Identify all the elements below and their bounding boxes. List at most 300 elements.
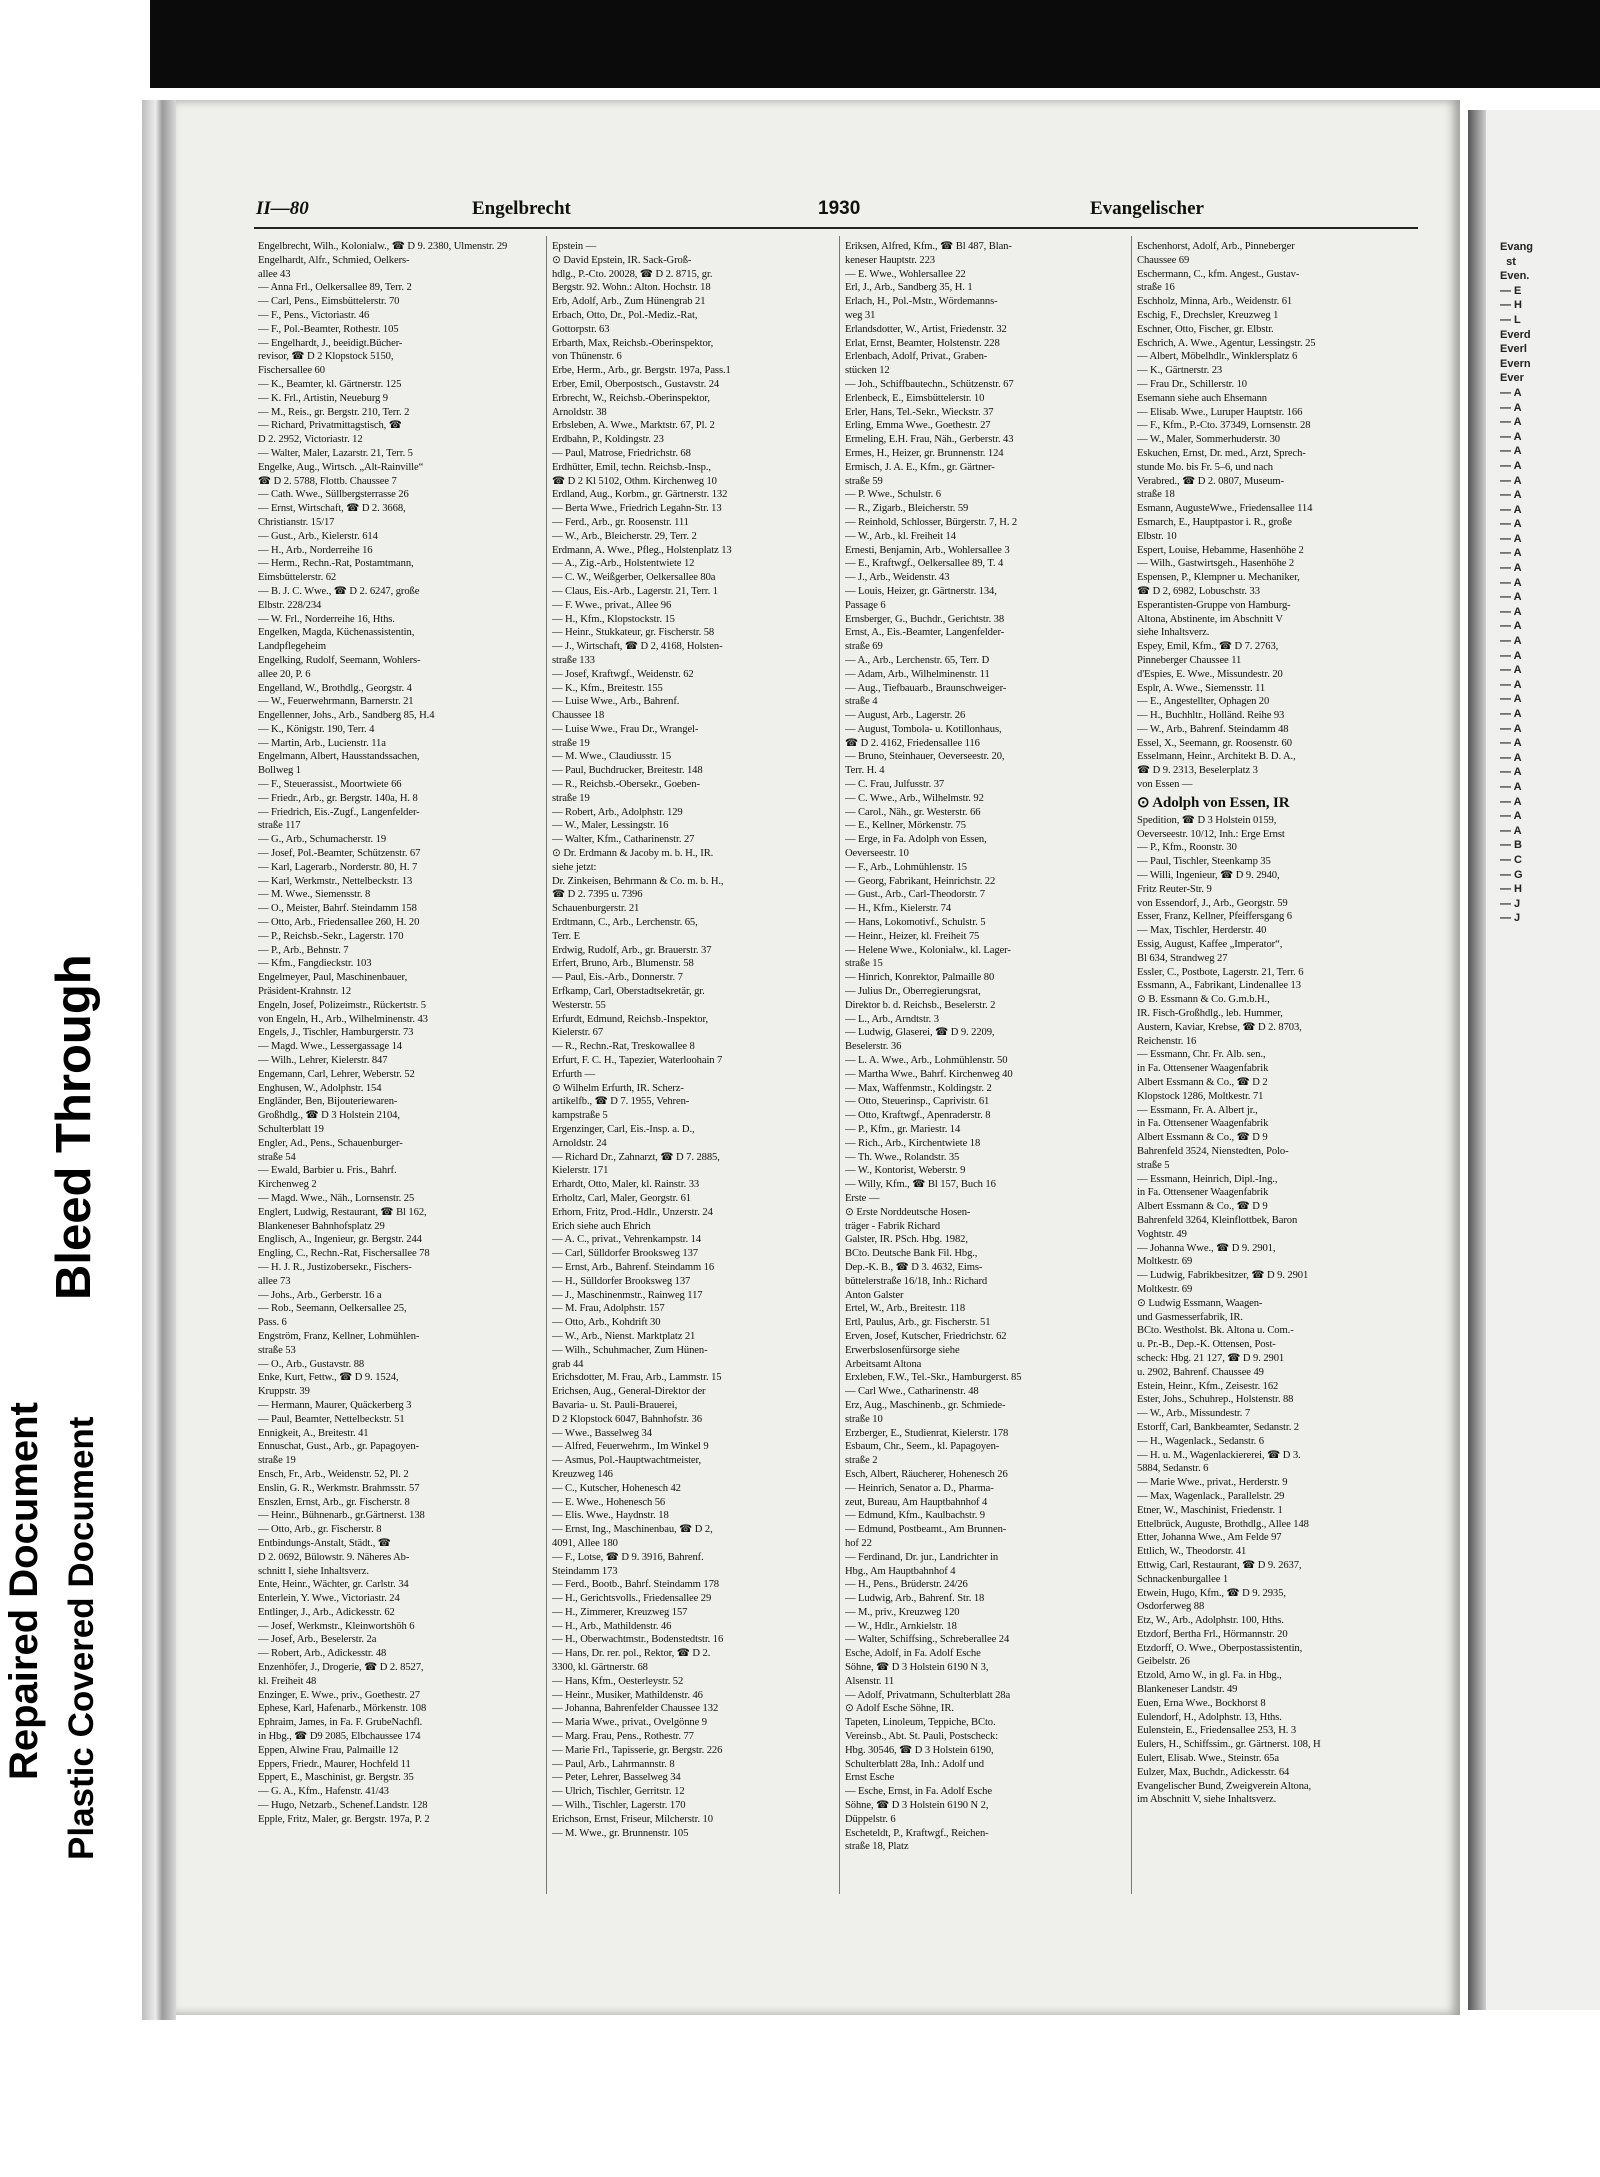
directory-entry: — Ferd., Arb., gr. Roosenstr. 111 [552,516,689,528]
directory-entry: Erdtmann, C., Arb., Lerchenstr. 65, [552,917,698,929]
directory-entry: — H. u. M., Wagenlackiererei, ☎ D 3. [1137,1449,1301,1461]
directory-entry: — J., Wirtschaft, ☎ D 2, 4168, Holsten- [552,641,723,653]
directory-entry: — Cath. Wwe., Süllbergsterrasse 26 [258,489,409,501]
directory-entry: Ergenzinger, Carl, Eis.-Insp. a. D., [552,1124,695,1135]
directory-entry: Steindamm 173 [552,1565,618,1577]
directory-entry: Engelland, W., Brothdlg., Georgstr. 4 [258,682,412,694]
directory-entry: — Luise Wwe., Frau Dr., Wrangel- [552,723,699,735]
directory-entry: — Essmann, Chr. Fr. Alb. sen., [1137,1049,1266,1061]
directory-entry: — H., Kfm., Kielerstr. 74 [845,903,952,915]
directory-entry: Erlandsdotter, W., Artist, Friedenstr. 32 [845,323,1007,335]
next-page-strip [1468,110,1600,2010]
directory-entry: — W., Maler, Sommerhuderstr. 30 [1137,434,1281,446]
directory-entry: artikelfb., ☎ D 7. 1955, Vehren- [552,1096,690,1108]
directory-entry: — Otto, Arb., gr. Fischerstr. 8 [258,1524,382,1536]
directory-entry: Erichsen, Aug., General-Direktor der [552,1386,706,1398]
directory-entry: Entbindungs-Anstalt, Städt., ☎ [258,1537,391,1549]
directory-entry: — R., Reichsb.-Obersekr., Goeben- [552,779,700,791]
directory-entry: — Marie Wwe., privat., Herderstr. 9 [1137,1477,1288,1489]
next-page-text: Evang st Even. — E — H — L Everd Everl Evern Ever — A — A — A — A — A — A — A — A — A — A — A — A — A — A — A — A — A — A — A — A — A — A — A — A — A — A — A — A — A — A — A — B — C — G — H — J — J [1500,241,1534,925]
directory-entry: Kreuzweg 146 [552,1468,613,1480]
directory-entry: Terr. E [552,930,580,942]
directory-entry: Engelbrecht, Wilh., Kolonialw., ☎ D 9. 2380, Ulmenstr. 29 [258,241,508,252]
directory-entry: Vereinsb., Abt. St. Pauli, Postscheck: [845,1731,999,1743]
directory-entry: — Paul, Beamter, Nettelbeckstr. 51 [258,1413,405,1425]
directory-entry: Erber, Emil, Oberpostsch., Gustavstr. 24 [552,378,720,390]
directory-entry: Bollweg 1 [258,765,301,777]
directory-entry: Voghtstr. 49 [1137,1228,1187,1240]
directory-entry: Eschrich, A. Wwe., Agentur, Lessingstr. 25 [1137,337,1316,349]
directory-entry: — W. Frl., Norderreihe 16, Hths. [258,613,395,625]
directory-entry: ☎ D 2. 5788, Flottb. Chaussee 7 [258,475,397,487]
directory-entry: Düppelstr. 6 [845,1813,896,1825]
directory-entry: Ertel, W., Arb., Breitestr. 118 [845,1303,966,1315]
directory-entry: Spedition, ☎ D 3 Holstein 0159, [1137,814,1277,826]
directory-entry: — Luise Wwe., Arb., Bahrenf. [552,696,680,708]
directory-entry: — Bruno, Steinhauer, Oeverseestr. 20, [845,751,1005,763]
directory-entry: — Robert, Arb., Adickesstr. 48 [258,1648,387,1660]
directory-entry: — M. Wwe., Siemensstr. 8 [258,889,371,901]
directory-entry: Christianstr. 15/17 [258,516,335,528]
directory-entry: — Helene Wwe., Kolonialw., kl. Lager- [845,944,1011,956]
directory-entry: von Essen — [1137,779,1193,791]
directory-entry: — Wilh., Tischler, Lagerstr. 170 [552,1800,686,1812]
directory-entry: Moltkestr. 69 [1137,1283,1193,1295]
directory-entry: Estein, Heinr., Kfm., Zeisestr. 162 [1137,1380,1279,1392]
directory-entry: Reichenstr. 16 [1137,1035,1197,1047]
directory-entry: — W., Arb., kl. Freiheit 14 [845,530,956,542]
directory-entry: — Heinr., Heizer, kl. Freiheit 75 [845,930,980,942]
directory-entry: Erdbahn, P., Koldingstr. 23 [552,434,664,446]
directory-entry: — J., Arb., Weidenstr. 43 [845,572,950,584]
directory-entry: — G. A., Kfm., Hafenstr. 41/43 [258,1786,389,1798]
directory-entry: Bahrenfeld 3264, Kleinflottbek, Baron [1137,1214,1298,1226]
directory-entry: — Josef, Pol.-Beamter, Schützenstr. 67 [258,848,421,860]
directory-entry: Terr. H. 4 [845,765,885,777]
directory-entry: Etner, W., Maschinist, Friedenstr. 1 [1137,1504,1283,1516]
directory-entry: Erbsleben, A. Wwe., Marktstr. 67, Pl. 2 [552,420,715,432]
directory-entry: — F., Steuerassist., Moortwiete 66 [258,779,402,791]
directory-entry: — M., Reis., gr. Bergstr. 210, Terr. 2 [258,406,410,418]
directory-entry: — Adolf, Privatmann, Schulterblatt 28a [845,1689,1011,1701]
directory-entry: — C. W., Weißgerber, Oelkersallee 80a [552,572,716,584]
header-rule [254,227,1418,229]
scan-top-border [0,0,1600,88]
directory-entry: Eulendorf, H., Adolphstr. 13, Hths. [1137,1711,1282,1723]
directory-entry: Bergstr. 92. Wohn.: Alton. Hochstr. 18 [552,282,711,294]
directory-entry: ⊙ David Epstein, IR. Sack-Groß- [552,254,692,266]
directory-entry: Estorff, Carl, Bankbeamter, Sedanstr. 2 [1137,1421,1299,1433]
directory-entry: Erven, Josef, Kutscher, Friedrichstr. 62 [845,1330,1007,1342]
directory-entry: — H., Gerichtsvolls., Friedensallee 29 [552,1593,712,1605]
directory-entry: u. Pr.-B., Dep.-K. Ottensen, Post- [1137,1339,1276,1351]
directory-entry: Erdwig, Rudolf, Arb., gr. Brauerstr. 37 [552,944,712,956]
directory-entry: D 2 Klopstock 6047, Bahnhofstr. 36 [552,1413,702,1425]
directory-entry: Etzold, Arno W., in gl. Fa. in Hbg., [1137,1670,1282,1682]
directory-entry: Erling, Emma Wwe., Goethestr. 27 [845,420,991,432]
directory-entry: Espey, Emil, Kfm., ☎ D 7. 2763, [1137,641,1279,653]
directory-entry: Erfurdt, Edmund, Reichsb.-Inspektor, [552,1013,709,1025]
directory-entry: — Robert, Arb., Adolphstr. 129 [552,806,683,818]
directory-entry: Kruppstr. 39 [258,1386,310,1398]
directory-entry: Eulert, Elisab. Wwe., Steinstr. 65a [1137,1753,1279,1765]
directory-entry: Erichson, Ernst, Friseur, Milcherstr. 10 [552,1813,713,1825]
directory-entry: — P., Kfm., Roonstr. 30 [1137,842,1237,854]
directory-entry: — L. A. Wwe., Arb., Lohmühlenstr. 50 [845,1055,1008,1067]
directory-entry: — H., Buchhltr., Holländ. Reihe 93 [1137,710,1285,722]
directory-column-3 [845,240,1115,1854]
directory-entry: Engellenner, Johs., Arb., Sandberg 85, H.4 [258,710,435,722]
directory-entry: Erzberger, E., Studienrat, Kielerstr. 178 [845,1427,1009,1439]
directory-entry: — Magd. Wwe., Näh., Lornsenstr. 25 [258,1192,415,1204]
directory-entry: — Paul, Matrose, Friedrichstr. 68 [552,447,691,459]
column-divider [1131,236,1132,1894]
directory-entry: und Gasmesserfabrik, IR. [1137,1311,1243,1323]
directory-entry: Schulterblatt 28a, Inh.: Adolf und [845,1758,985,1770]
directory-entry: — Richard, Privatmittagstisch, ☎ [258,420,402,432]
directory-entry: — A., Zig.-Arb., Holstentwiete 12 [552,558,695,570]
directory-entry: — Engelhardt, J., beeidigt.Bücher- [258,337,403,349]
directory-entry: — O., Meister, Bahrf. Steindamm 158 [258,903,417,915]
directory-entry: Erl, J., Arb., Sandberg 35, H. 1 [845,282,973,294]
directory-entry: Esche, Adolf, in Fa. Adolf Esche [845,1648,981,1660]
directory-entry: — Frau Dr., Schillerstr. 10 [1137,378,1247,390]
directory-entry: Engelhardt, Alfr., Schmied, Oelkers- [258,254,410,266]
directory-entry: Essel, X., Seemann, gr. Roosenstr. 60 [1137,737,1292,749]
directory-entry: — F., Kfm., P.-Cto. 37349, Lornsenstr. 28 [1137,420,1311,432]
directory-entry: — August, Tombola- u. Kotillonhaus, [845,723,1002,735]
directory-entry: — Wilh., Schuhmacher, Zum Hünen- [552,1344,708,1356]
directory-entry: — W., Feuerwehrmann, Barnerstr. 21 [258,696,414,708]
directory-entry: Erdland, Aug., Korbm., gr. Gärtnerstr. 132 [552,489,728,501]
directory-entry: — W., Arb., Bahrenf. Steindamm 48 [1137,723,1289,735]
header-year: 1930 [818,198,861,219]
directory-entry: keneser Hauptstr. 223 [845,254,935,266]
directory-entry: straße 19 [258,1455,296,1467]
directory-entry: straße 15 [845,958,883,970]
directory-entry: 4091, Allee 180 [552,1537,618,1549]
directory-entry: Erxleben, F.W., Tel.-Skr., Hamburgerst. 85 [845,1372,1022,1384]
directory-entry: Erhorn, Fritz, Prod.-Hdlr., Unzerstr. 24 [552,1206,713,1218]
directory-entry: — H., Pens., Brüderstr. 24/26 [845,1579,968,1591]
directory-entry: Engelken, Magda, Küchenassistentin, [258,627,415,639]
directory-entry: — Alfred, Feuerwehrm., Im Winkel 9 [552,1441,709,1453]
directory-entry: — Carol., Näh., gr. Westerstr. 66 [845,806,981,818]
directory-entry: allee 73 [258,1275,291,1287]
directory-entry: — Herm., Rechn.-Rat, Postamtmann, [258,558,414,570]
directory-entry: Elbstr. 10 [1137,530,1177,542]
directory-entry: Ernsberger, G., Buchdr., Gerichtstr. 38 [845,613,1005,625]
directory-entry: Ernst Esche [845,1772,895,1784]
directory-entry: Engelke, Aug., Wirtsch. „Alt-Rainville“ [258,461,424,473]
directory-entry: Eschenhorst, Adolf, Arb., Pinneberger [1137,241,1295,252]
directory-entry: Pinneberger Chaussee 11 [1137,654,1242,666]
directory-entry: — Albert, Möbelhdlr., Winklersplatz 6 [1137,351,1298,363]
directory-entry: straße 18 [1137,489,1175,501]
directory-entry: hof 22 [845,1537,872,1549]
directory-entry: u. 2902, Bahrenf. Chaussee 49 [1137,1366,1264,1378]
directory-entry: Ettwig, Carl, Restaurant, ☎ D 9. 2637, [1137,1559,1302,1571]
directory-entry: Etter, Johanna Wwe., Am Felde 97 [1137,1532,1282,1544]
directory-entry: IR. Fisch-Großhdlg., leb. Hummer, [1137,1008,1283,1020]
directory-entry: Pass. 6 [258,1317,287,1329]
directory-entry: — Ernst, Ing., Maschinenbau, ☎ D 2, [552,1524,713,1536]
directory-entry: — Martha Wwe., Bahrf. Kirchenweg 40 [845,1068,1013,1080]
directory-entry: siehe Inhaltsverz. [1137,627,1210,639]
directory-entry: — Gust., Arb., Kielerstr. 614 [258,530,378,542]
directory-entry: — Paul, Arb., Lahrmannstr. 8 [552,1758,675,1770]
directory-entry: ⊙ Adolf Esche Söhne, IR. [845,1703,954,1715]
directory-entry: Eulers, H., Schiffssim., gr. Gärtnerst. 108, H [1137,1739,1321,1751]
directory-entry: ⊙ Wilhelm Erfurth, IR. Scherz- [552,1082,684,1094]
directory-entry: straße 2 [845,1455,878,1467]
directory-entry: — Wwe., Basselweg 34 [552,1427,652,1439]
directory-entry: — Peter, Lehrer, Basselweg 34 [552,1772,681,1784]
directory-entry: Erdhütter, Emil, techn. Reichsb.-Insp., [552,461,711,473]
directory-entry: — E., Kellner, Mörkenstr. 75 [845,820,966,832]
directory-entry: Erhardt, Otto, Maler, kl. Rainstr. 33 [552,1179,700,1191]
directory-entry: — Gust., Arb., Carl-Theodorstr. 7 [845,889,985,901]
directory-entry: — August, Arb., Lagerstr. 26 [845,710,966,722]
directory-entry: Beselerstr. 36 [845,1041,902,1053]
directory-entry: D 2. 2952, Victoriastr. 12 [258,434,363,446]
directory-entry: Westerstr. 55 [552,999,606,1011]
directory-entry: Arnoldstr. 24 [552,1137,607,1149]
directory-entry: in Fa. Ottensener Waagenfabrik [1137,1187,1269,1199]
directory-entry: — Elis. Wwe., Haydnstr. 18 [552,1510,669,1522]
directory-entry: Englisch, A., Ingenieur, gr. Bergstr. 244 [258,1234,422,1246]
directory-entry: Albert Essmann & Co., ☎ D 9 [1137,1132,1268,1144]
directory-entry: ⊙ Ludwig Essmann, Waagen- [1137,1297,1263,1309]
directory-entry: im Abschnitt V, siehe Inhaltsverz. [1137,1794,1277,1806]
directory-entry: — Karl, Werkmstr., Nettelbeckstr. 13 [258,875,413,887]
directory-entry: — Kfm., Fangdieckstr. 103 [258,958,372,970]
directory-entry: Eppert, E., Maschinist, gr. Bergstr. 35 [258,1772,414,1784]
directory-entry: Epstein — [552,241,597,252]
directory-entry: — Magd. Wwe., Lessergassage 14 [258,1041,403,1053]
directory-entry: — Paul, Tischler, Steenkamp 35 [1137,856,1271,868]
directory-entry: — Wilh., Lehrer, Kielerstr. 847 [258,1055,388,1067]
directory-entry: Ermeling, E.H. Frau, Näh., Gerberstr. 43 [845,434,1014,446]
directory-entry: Erbe, Herm., Arb., gr. Bergstr. 197a, Pass.1 [552,365,731,377]
directory-entry: Enterlein, Y. Wwe., Victoriastr. 24 [258,1593,400,1605]
directory-entry: von Essendorf, J., Arb., Georgstr. 59 [1137,897,1288,909]
directory-entry: Moltkestr. 69 [1137,1256,1193,1268]
directory-entry: — E., Kraftwgf., Oelkersallee 89, T. 4 [845,558,1004,570]
directory-entry: Erlat, Ernst, Beamter, Holstenstr. 228 [845,337,1000,349]
directory-entry: — Friedrich, Eis.-Zugf., Langenfelder- [258,806,420,818]
directory-entry: — E. Wwe., Hohenesch 56 [552,1496,666,1508]
directory-entry: Etz, W., Arb., Adolphstr. 100, Hths. [1137,1615,1284,1627]
directory-entry: — K., Beamter, kl. Gärtnerstr. 125 [258,378,402,390]
directory-entry: Enzenhöfer, J., Drogerie, ☎ D 2. 8527, [258,1662,424,1674]
directory-entry: Englert, Ludwig, Restaurant, ☎ Bl 162, [258,1206,427,1218]
directory-entry: Ennuschat, Gust., Arb., gr. Papagoyen- [258,1441,419,1453]
directory-entry: Kielerstr. 171 [552,1165,609,1177]
directory-entry: — M., priv., Kreuzweg 120 [845,1606,960,1618]
header-first-word: Engelbrecht [472,198,571,219]
directory-entry: Espensen, P., Klempner u. Mechaniker, [1137,572,1300,584]
directory-entry: Dr. Zinkeisen, Behrmann & Co. m. b. H., [552,875,724,887]
directory-entry: Engström, Franz, Kellner, Lohmühlen- [258,1330,420,1342]
directory-entry: — Walter, Schiffsing., Schreberallee 24 [845,1634,1010,1646]
directory-entry: Esselmann, Heinr., Architekt B. D. A., [1137,751,1296,763]
directory-entry: Erich siehe auch Ehrich [552,1220,651,1232]
directory-entry: Eschig, F., Drechsler, Kreuzweg 1 [1137,309,1279,321]
directory-entry: — Friedr., Arb., gr. Bergstr. 140a, H. 8 [258,792,418,804]
directory-entry: weg 31 [845,309,876,321]
directory-entry: Eulzer, Max, Buchdr., Adickesstr. 64 [1137,1766,1290,1778]
directory-entry: Ernesti, Benjamin, Arb., Wohlersallee 3 [845,544,1010,556]
directory-entry: Esbaum, Chr., Seem., kl. Papagoyen- [845,1441,1000,1453]
directory-entry: — Heinrich, Senator a. D., Pharma- [845,1482,994,1494]
directory-entry: — Anna Frl., Oelkersallee 89, Terr. 2 [258,282,412,294]
directory-entry: Esmann, AugusteWwe., Friedensallee 114 [1137,503,1313,515]
directory-entry: — Ludwig, Glaserei, ☎ D 9. 2209, [845,1027,995,1039]
column-divider [546,236,547,1894]
bleed-through-label: Bleed Through [47,954,101,1300]
directory-entry: Eschermann, C., kfm. Angest., Gustav- [1137,268,1300,280]
directory-entry: Espert, Louise, Hebamme, Hasenhöhe 2 [1137,544,1304,556]
directory-entry: Oeverseestr. 10/12, Inh.: Erge Ernst [1137,828,1285,840]
directory-entry: — Essmann, Fr. A. Albert jr., [1137,1104,1258,1116]
directory-entry: Alsenstr. 11 [845,1675,895,1687]
directory-entry: — P. Wwe., Schulstr. 6 [845,489,941,501]
directory-entry: — Otto, Kraftwgf., Apenraderstr. 8 [845,1110,991,1122]
directory-entry: — F., Pens., Victoriastr. 46 [258,309,370,321]
directory-entry: — Hans, Dr. rer. pol., Rektor, ☎ D 2. [552,1648,711,1660]
directory-entry: straße 5 [1137,1159,1170,1171]
directory-entry: — Hermann, Maurer, Quäckerberg 3 [258,1399,412,1411]
directory-entry: Erb, Adolf, Arb., Zum Hünengrab 21 [552,296,706,308]
directory-entry: Esplr, A. Wwe., Siemensstr. 11 [1137,682,1266,694]
directory-entry: Geibelstr. 26 [1137,1656,1190,1668]
directory-entry: Kirchenweg 2 [258,1179,317,1191]
directory-entry: straße 59 [845,475,883,487]
directory-entry: Enszlen, Ernst, Arb., gr. Fischerstr. 8 [258,1496,410,1508]
directory-entry: — Joh., Schiffbautechn., Schützenstr. 67 [845,378,1014,390]
directory-entry: Klopstock 1286, Moltkestr. 71 [1137,1090,1264,1102]
directory-entry: — Carl, Sülldorfer Brooksweg 137 [552,1248,698,1260]
directory-entry: — M. Wwe., gr. Brunnenstr. 105 [552,1827,689,1839]
plastic-covered-label: Plastic Covered Document [62,1416,101,1860]
directory-entry: revisor, ☎ D 2 Klopstock 5150, [258,351,394,363]
directory-entry: ⊙ B. Essmann & Co. G.m.b.H., [1137,994,1270,1006]
directory-entry: — P., Kfm., gr. Mariestr. 14 [845,1124,961,1135]
directory-entry: — E., Angestellter, Ophagen 20 [1137,696,1270,708]
directory-entry: — Otto, Arb., Friedensallee 260, H. 20 [258,917,420,929]
directory-entry: Altona, Abstinente, im Abschnitt V [1137,613,1283,625]
directory-entry: Direktor b. d. Reichsb., Beselerstr. 2 [845,999,996,1011]
directory-entry: siehe jetzt: [552,861,597,873]
directory-entry: — M. Wwe., Claudiusstr. 15 [552,751,672,763]
directory-column-2 [552,240,822,1840]
directory-entry: — Edmund, Postbeamt., Am Brunnen- [845,1524,1007,1536]
directory-entry: — Josef, Kraftwgf., Weidenstr. 62 [552,668,694,680]
directory-entry: Esch, Albert, Räucherer, Hohenesch 26 [845,1468,1008,1480]
directory-entry: — Josef, Werkmstr., Kleinwortshöh 6 [258,1620,415,1632]
directory-entry: Albert Essmann & Co., ☎ D 2 [1137,1077,1268,1089]
directory-entry: Söhne, ☎ D 3 Holstein 6190 N 3, [845,1662,989,1674]
directory-entry: grab 44 [552,1358,584,1370]
directory-entry: — H., Zimmerer, Kreuzweg 157 [552,1606,688,1618]
directory-entry: — Richard Dr., Zahnarzt, ☎ D 7. 2885, [552,1151,720,1163]
directory-entry: — Reinhold, Schlosser, Bürgerstr. 7, H. 2 [845,516,1018,528]
directory-entry: Etzdorff, O. Wwe., Oberpostassistentin, [1137,1642,1303,1654]
directory-entry: straße 117 [258,820,301,832]
directory-entry: — Maria Wwe., privat., Ovelgönne 9 [552,1717,707,1729]
directory-entry: Blankeneser Bahnhofsplatz 29 [258,1220,385,1232]
directory-entry: — Ernst, Wirtschaft, ☎ D 2. 3668, [258,503,406,515]
directory-entry: Esperantisten-Gruppe von Hamburg- [1137,599,1291,611]
directory-entry: — Hans, Kfm., Oesterleystr. 52 [552,1675,684,1687]
directory-entry: — F., Lotse, ☎ D 9. 3916, Bahrenf. [552,1551,704,1563]
directory-entry: Esser, Franz, Kellner, Pfeiffersgang 6 [1137,911,1292,923]
directory-entry: ☎ D 2. 7395 u. 7396 [552,889,643,901]
directory-entry: Präsident-Krahnstr. 12 [258,986,352,998]
directory-entry: — Edmund, Kfm., Kaulbachstr. 9 [845,1510,985,1522]
directory-entry: — J., Maschinenmstr., Rainweg 117 [552,1289,703,1301]
directory-entry: — W., Kontorist, Weberstr. 9 [845,1165,966,1177]
directory-entry: D 2. 0692, Bülowstr. 9. Näheres Ab- [258,1551,410,1563]
directory-entry: träger - Fabrik Richard [845,1220,941,1232]
directory-entry: — Ferdinand, Dr. jur., Landrichter in [845,1551,999,1563]
directory-entry: straße 19 [552,737,590,749]
page-number: II—80 [256,198,309,219]
directory-entry: Ertl, Paulus, Arb., gr. Fischerstr. 51 [845,1317,991,1329]
directory-entry: — Heinr., Musiker, Mathildenstr. 46 [552,1689,703,1701]
directory-entry: Epple, Fritz, Maler, gr. Bergstr. 197a, P. 2 [258,1813,430,1825]
directory-entry: Erfkamp, Carl, Oberstadtsekretär, gr. [552,986,705,998]
directory-entry: Galster, IR. PSch. Hbg. 1982, [845,1234,968,1246]
directory-entry: — Esche, Ernst, in Fa. Adolf Esche [845,1786,992,1798]
directory-entry: — Ludwig, Arb., Bahrenf. Str. 18 [845,1593,985,1605]
directory-entry: büttelerstraße 16/18, Inh.: Richard [845,1275,988,1287]
directory-entry: straße 54 [258,1151,296,1163]
directory-entry: — Johanna, Bahrenfelder Chaussee 132 [552,1703,719,1715]
directory-entry: BCto. Deutsche Bank Fil. Hbg., [845,1248,978,1260]
directory-entry: Söhne, ☎ D 3 Holstein 6190 N 2, [845,1800,989,1812]
directory-entry: 5884, Sedanstr. 6 [1137,1463,1209,1475]
book-gutter [1468,110,1486,2010]
directory-entry: Osdorferweg 88 [1137,1601,1205,1613]
directory-entry: Engemann, Carl, Lehrer, Weberstr. 52 [258,1068,415,1080]
directory-entry: — Louis, Heizer, gr. Gärtnerstr. 134, [845,585,997,597]
directory-entry: Essler, C., Postbote, Lagerstr. 21, Terr. 6 [1137,966,1304,978]
directory-entry: — H., Arb., Mathildenstr. 46 [552,1620,672,1632]
directory-entry: straße 10 [845,1413,883,1425]
repaired-document-label: Repaired Document [2,1402,46,1780]
directory-entry: zeut, Bureau, Am Hauptbahnhof 4 [845,1496,988,1508]
directory-entry: in Fa. Ottensener Waagenfabrik [1137,1063,1269,1075]
directory-entry: Oeverseestr. 10 [845,848,909,860]
directory-entry: — K., Königstr. 190, Terr. 4 [258,723,375,735]
directory-entry: Engelmann, Albert, Hausstandssachen, [258,751,420,763]
directory-entry: — Max, Tischler, Herderstr. 40 [1137,925,1267,937]
directory-entry: Etwein, Hugo, Kfm., ☎ D 9. 2935, [1137,1587,1286,1599]
directory-entry: — Georg, Fabrikant, Heinrichstr. 22 [845,875,996,887]
directory-entry: d'Espies, E. Wwe., Missundestr. 20 [1137,668,1283,680]
directory-entry: Erfurt, F. C. H., Tapezier, Waterloohain 7 [552,1055,723,1067]
directory-entry: Eskuchen, Ernst, Dr. med., Arzt, Sprech- [1137,447,1306,459]
directory-entry: Ephese, Karl, Hafenarb., Mörkenstr. 108 [258,1703,427,1715]
directory-entry: Erler, Hans, Tel.-Sekr., Wieckstr. 37 [845,406,994,418]
directory-entry: Austern, Kaviar, Krebse, ☎ D 2. 8703, [1137,1021,1302,1033]
directory-entry: Esemann siehe auch Ehsemann [1137,392,1267,404]
directory-entry: Erlenbeck, E., Eimsbüttelerstr. 10 [845,392,985,404]
directory-entry: hdlg., P.-Cto. 20028, ☎ D 2. 8715, gr. [552,268,713,280]
directory-entry: — Johanna Wwe., ☎ D 9. 2901, [1137,1242,1276,1254]
